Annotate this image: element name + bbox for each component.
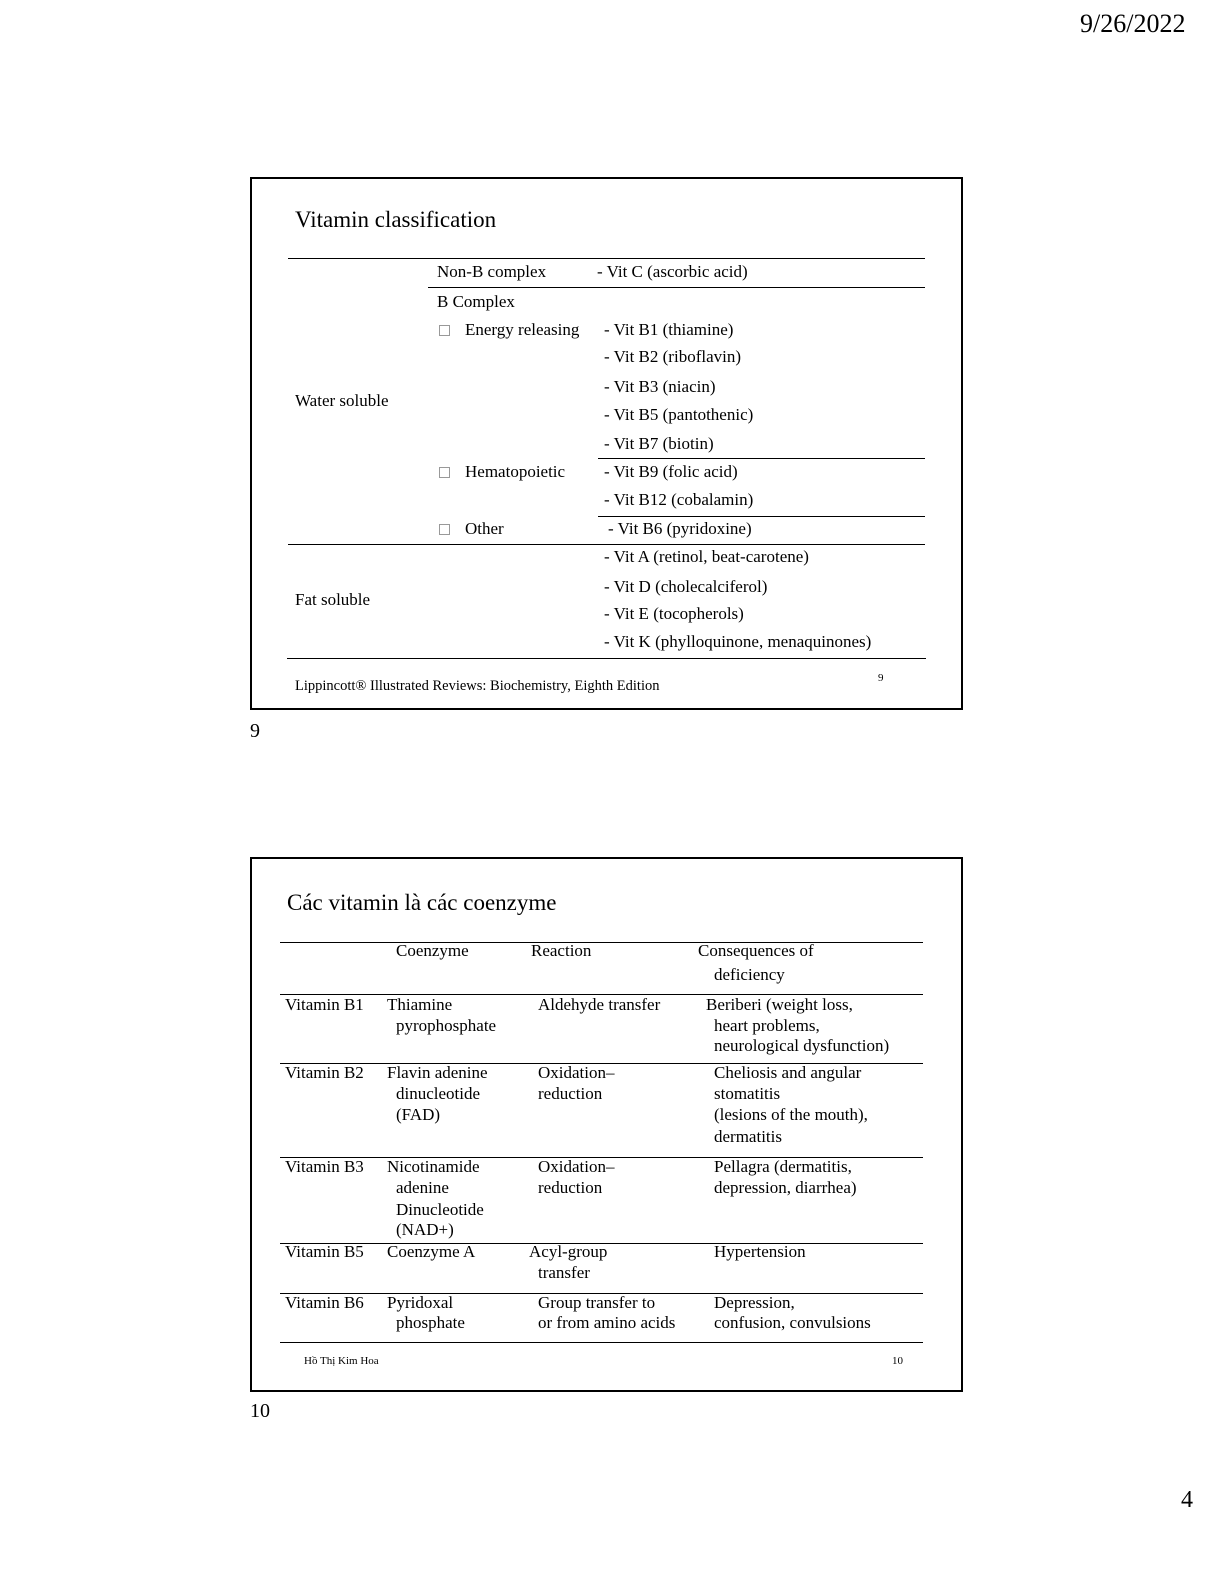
- coenzyme-cell: phosphate: [396, 1313, 465, 1332]
- vitamin-cell: Vitamin B2: [285, 1063, 364, 1082]
- vitamin-cell: Vitamin B5: [285, 1242, 364, 1261]
- reaction-cell: Aldehyde transfer: [538, 995, 661, 1014]
- vitamin-item: - Vit B7 (biotin): [604, 434, 714, 453]
- reaction-cell: transfer: [538, 1263, 590, 1282]
- column-header: Coenzyme: [396, 941, 469, 960]
- divider: [280, 1342, 923, 1343]
- reaction-cell: Oxidation–: [538, 1063, 615, 1082]
- consequence-cell: depression, diarrhea): [714, 1178, 857, 1197]
- consequence-cell: Beriberi (weight loss,: [706, 995, 853, 1014]
- reaction-cell: Acyl-group: [529, 1242, 608, 1261]
- page-number: 4: [1181, 1487, 1193, 1513]
- bullet-box-icon: [439, 524, 450, 535]
- vitamin-item: - Vit B3 (niacin): [604, 377, 716, 396]
- date: 9/26/2022: [1080, 9, 1186, 38]
- consequence-cell: (lesions of the mouth),: [714, 1105, 868, 1124]
- coenzyme-cell: (FAD): [396, 1105, 441, 1124]
- column-header: Reaction: [531, 941, 592, 960]
- reaction-cell: reduction: [538, 1084, 603, 1103]
- vitamin-item: - Vit B1 (thiamine): [604, 320, 734, 339]
- bullet-box-icon: [439, 467, 450, 478]
- vitamin-item: - Vit E (tocopherols): [604, 604, 744, 623]
- slide-number: 10: [892, 1355, 903, 1367]
- consequence-cell: heart problems,: [714, 1016, 820, 1035]
- coenzyme-cell: (NAD+): [396, 1220, 454, 1239]
- reaction-cell: Group transfer to: [538, 1293, 656, 1312]
- vitamin-item: - Vit B6 (pyridoxine): [608, 519, 752, 538]
- slide-title: Các vitamin là các coenzyme: [287, 890, 557, 915]
- author: Hồ Thị Kim Hoa: [304, 1355, 379, 1367]
- consequence-cell: Cheliosis and angular: [714, 1063, 862, 1082]
- consequence-cell: stomatitis: [714, 1084, 781, 1103]
- b-complex-label: B Complex: [437, 292, 515, 311]
- fat-soluble-label: Fat soluble: [295, 590, 371, 609]
- vitamin-cell: Vitamin B3: [285, 1157, 364, 1176]
- vitamin-item: - Vit B5 (pantothenic): [604, 405, 754, 424]
- bullet-box-icon: [439, 325, 450, 336]
- coenzyme-cell: dinucleotide: [396, 1084, 481, 1103]
- vitamin-item: - Vit B12 (cobalamin): [604, 490, 754, 509]
- consequence-cell: Pellagra (dermatitis,: [714, 1157, 852, 1176]
- divider: [598, 458, 925, 459]
- non-b-complex-label: Non-B complex: [437, 262, 547, 281]
- column-header: deficiency: [714, 965, 785, 984]
- water-soluble-label: Water soluble: [295, 391, 389, 410]
- slide-label: 10: [250, 1400, 270, 1422]
- consequence-cell: neurological dysfunction): [714, 1036, 890, 1055]
- reaction-cell: reduction: [538, 1178, 603, 1197]
- divider: [280, 942, 923, 943]
- divider: [288, 544, 925, 545]
- vit-c: - Vit C (ascorbic acid): [597, 262, 748, 281]
- coenzyme-cell: Flavin adenine: [387, 1063, 488, 1082]
- vitamin-item: - Vit B9 (folic acid): [604, 462, 738, 481]
- energy-releasing-label: Energy releasing: [465, 320, 580, 339]
- consequence-cell: Depression,: [714, 1293, 795, 1312]
- column-header: Consequences of: [698, 941, 814, 960]
- slide-title: Vitamin classification: [295, 207, 497, 232]
- consequence-cell: Hypertension: [714, 1242, 806, 1261]
- vitamin-cell: Vitamin B6: [285, 1293, 364, 1312]
- coenzyme-cell: Nicotinamide: [387, 1157, 480, 1176]
- hematopoietic-label: Hematopoietic: [465, 462, 566, 481]
- coenzyme-cell: pyrophosphate: [396, 1016, 497, 1035]
- consequence-cell: dermatitis: [714, 1127, 782, 1146]
- vitamin-item: - Vit K (phylloquinone, menaquinones): [604, 632, 872, 651]
- other-label: Other: [465, 519, 504, 538]
- coenzyme-cell: Pyridoxal: [387, 1293, 454, 1312]
- coenzyme-cell: Dinucleotide: [396, 1200, 484, 1219]
- consequence-cell: confusion, convulsions: [714, 1313, 871, 1332]
- vitamin-item: - Vit B2 (riboflavin): [604, 347, 742, 366]
- source-citation: Lippincott® Illustrated Reviews: Biochemistry, Eighth Edition: [295, 678, 660, 694]
- vitamin-cell: Vitamin B1: [285, 995, 364, 1014]
- divider: [428, 287, 925, 288]
- divider: [598, 516, 925, 517]
- vitamin-item: - Vit A (retinol, beat-carotene): [604, 547, 809, 566]
- divider: [287, 658, 926, 659]
- coenzyme-cell: adenine: [396, 1178, 449, 1197]
- coenzyme-cell: Thiamine: [387, 995, 453, 1014]
- slide-label: 9: [250, 720, 260, 742]
- reaction-cell: or from amino acids: [538, 1313, 676, 1332]
- slide-number: 9: [878, 672, 884, 684]
- coenzyme-cell: Coenzyme A: [387, 1242, 476, 1261]
- divider: [288, 258, 925, 259]
- vitamin-item: - Vit D (cholecalciferol): [604, 577, 768, 596]
- reaction-cell: Oxidation–: [538, 1157, 615, 1176]
